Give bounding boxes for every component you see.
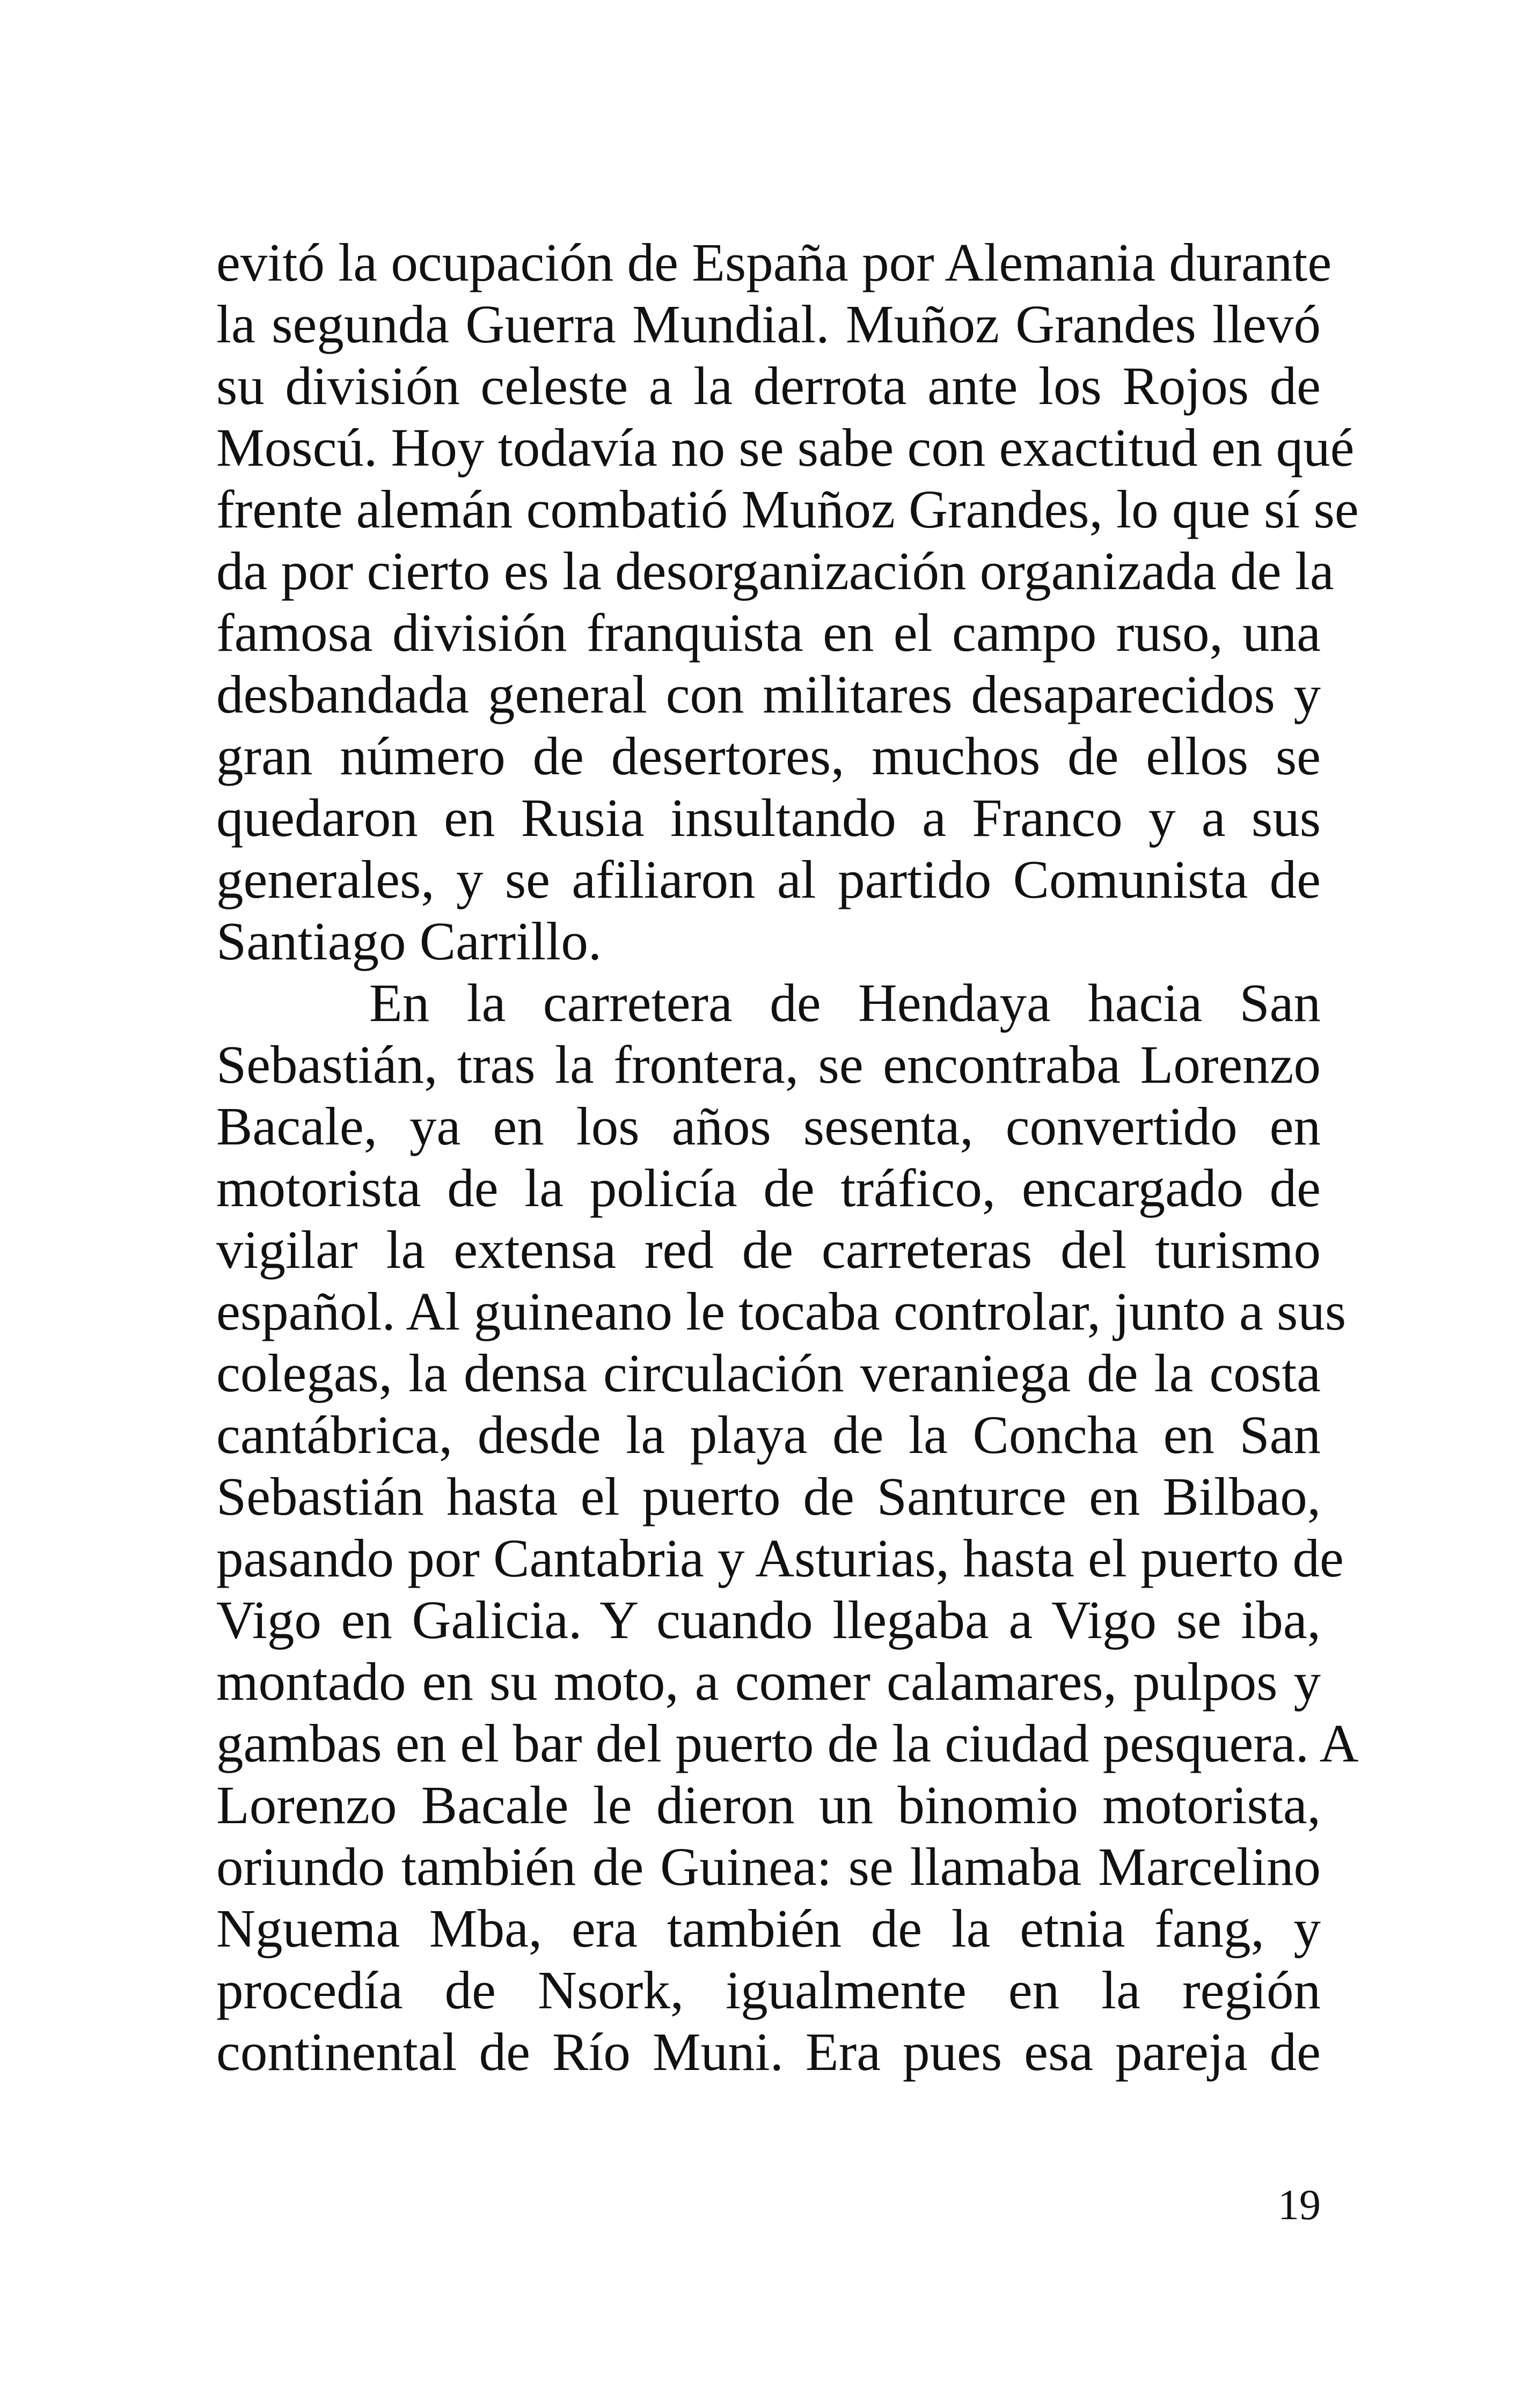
text-line: Bacale, ya en los años sesenta, convertido en bbox=[216, 1096, 1321, 1156]
text-line: la segunda Guerra Mundial. Muñoz Grandes llevó bbox=[216, 294, 1321, 354]
text-line: motorista de la policía de tráfico, encargado de bbox=[216, 1158, 1321, 1218]
text-line: da por cierto es la desorganización organizada de la bbox=[216, 541, 1334, 601]
text-line: pasando por Cantabria y Asturias, hasta el puerto de bbox=[216, 1528, 1344, 1588]
text-line: frente alemán combatió Muñoz Grandes, lo que sí se bbox=[216, 479, 1359, 539]
paragraph-1 bbox=[216, 232, 1359, 972]
paragraph-2 bbox=[216, 972, 1359, 2083]
text-line: En la carretera de Hendaya hacia San bbox=[369, 973, 1321, 1033]
text-line: Vigo en Galicia. Y cuando llegaba a Vigo se iba, bbox=[216, 1590, 1321, 1650]
text-line: vigilar la extensa red de carreteras del turismo bbox=[216, 1220, 1321, 1280]
page-number: 19 bbox=[1278, 2182, 1321, 2229]
body-text bbox=[216, 232, 1359, 2083]
text-line: Sebastián, tras la frontera, se encontraba Lorenzo bbox=[216, 1034, 1321, 1095]
text-line: continental de Río Muni. Era pues esa pareja de bbox=[216, 2022, 1321, 2082]
text-line: famosa división franquista en el campo ruso, una bbox=[216, 603, 1321, 663]
text-line: Moscú. Hoy todavía no se sabe con exactitud en qué bbox=[216, 417, 1355, 478]
text-line: montado en su moto, a comer calamares, pulpos y bbox=[216, 1651, 1321, 1712]
text-line: español. Al guineano le tocaba controlar, junto a sus bbox=[216, 1281, 1347, 1341]
text-line: cantábrica, desde la playa de la Concha en San bbox=[216, 1405, 1321, 1465]
text-line: Lorenzo Bacale le dieron un binomio motorista, bbox=[216, 1775, 1321, 1835]
text-line: colegas, la densa circulación veraniega de la costa bbox=[216, 1343, 1321, 1403]
text-line: evitó la ocupación de España por Alemania durante bbox=[216, 232, 1332, 292]
text-line: desbandada general con militares desaparecidos y bbox=[216, 664, 1321, 724]
text-line: gran número de desertores, muchos de ellos se bbox=[216, 726, 1321, 786]
text-line: generales, y se afiliaron al partido Comunista de bbox=[216, 849, 1321, 909]
text-line: su división celeste a la derrota ante los Rojos de bbox=[216, 356, 1321, 416]
text-line: Nguema Mba, era también de la etnia fang, y bbox=[216, 1898, 1321, 1958]
text-line: gambas en el bar del puerto de la ciudad pesquera. A bbox=[216, 1713, 1359, 1773]
text-line: quedaron en Rusia insultando a Franco y a sus bbox=[216, 788, 1321, 848]
text-line: oriundo también de Guinea: se llamaba Marcelino bbox=[216, 1837, 1321, 1897]
text-line: Santiago Carrillo. bbox=[216, 911, 602, 971]
text-line: Sebastián hasta el puerto de Santurce en Bilbao, bbox=[216, 1466, 1321, 1526]
text-line: procedía de Nsork, igualmente en la región bbox=[216, 1960, 1321, 2020]
